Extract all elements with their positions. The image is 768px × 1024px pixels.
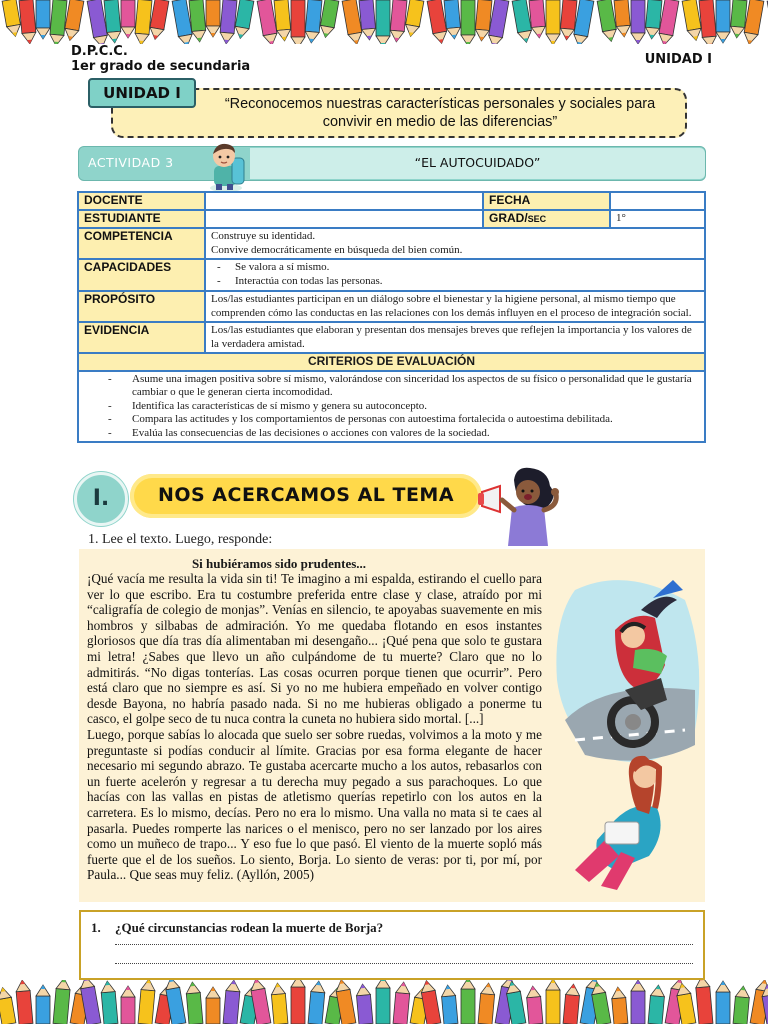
evidencia-label: EVIDENCIA bbox=[78, 322, 205, 353]
list-item: - Compara las actitudes y los comportamientos de personas con autoestima fortalecida o autoestima debilitada. bbox=[84, 413, 699, 427]
criterios-value bbox=[78, 371, 705, 443]
criterios-header: CRITERIOS DE EVALUACIÓN bbox=[78, 353, 705, 371]
unit-tag: UNIDAD I bbox=[88, 78, 196, 108]
info-table bbox=[77, 191, 706, 443]
proposito-label: PROPÓSITO bbox=[78, 291, 205, 322]
list-item: - Identifica las características de sí mismo y genera su autoconcepto. bbox=[84, 400, 699, 414]
grad-label-text: GRAD/ bbox=[489, 210, 528, 225]
grad-label-small: SEC bbox=[527, 213, 547, 224]
list-item: - Interactúa con todas las personas. bbox=[211, 275, 699, 289]
fecha-field[interactable] bbox=[610, 192, 705, 210]
pencil-border-bottom bbox=[0, 980, 768, 1024]
docente-field[interactable] bbox=[205, 192, 483, 210]
header-org: D.P.C.C. bbox=[71, 44, 128, 59]
reading-paragraph: Luego, porque sabías lo alocada que suelo ser sobre ruedas, volvimos a la moto y me preguntaste si podías conducir al límite. Gracias por esa forma elegante de hacer necesario mi segundo abrazo. Te gustaba acercarte mucho a los autos, rebasarlos con un fuerte acelerón y regresar a tu derecha muy pegado a sus parachoques. Lo que hacías con las vallas en pistas de atletismo querías repetirlo con los autos en la carretera. Es lo mismo, decías. Pero no era lo mismo. Una valla no mata si te caes al pasarla. Puedes romperte las narices o el menisco, pero no ser lanzado por los aires como un muñeco de trapo... Y eso fue lo que pasó. El viento de la muerte sopló más fuerte que el de los sueños. Lo siento, Borja. Lo siento de veras: por ti, por mí, por Paula... Que seas muy feliz. (Ayllón, 2005) bbox=[87, 726, 542, 883]
activity-label: ACTIVIDAD 3 bbox=[88, 155, 174, 170]
list-item: - Evalúa las consecuencias de las decisiones o acciones con valores de la sociedad. bbox=[84, 427, 699, 441]
list-item: - Se valora a sí mismo. bbox=[211, 261, 699, 275]
reading-text bbox=[87, 571, 542, 883]
answer-line[interactable] bbox=[115, 944, 693, 945]
estudiante-label: ESTUDIANTE bbox=[78, 210, 205, 229]
criterios-list bbox=[84, 373, 699, 441]
activity-title: “EL AUTOCUIDADO” bbox=[414, 155, 541, 170]
competencia-line: Construye su identidad. bbox=[211, 230, 316, 242]
grad-label bbox=[483, 210, 610, 229]
pencils-bottom-icon bbox=[0, 980, 768, 1024]
answer-line[interactable] bbox=[115, 963, 693, 964]
student-character-icon bbox=[202, 138, 254, 194]
competencia-value bbox=[205, 228, 705, 259]
section-title: NOS ACERCAMOS AL TEMA bbox=[157, 484, 455, 506]
header-grade: 1er grado de secundaria bbox=[71, 59, 251, 74]
reading-paragraph: ¡Qué vacía me resulta la vida sin ti! Te imagino a mi espalda, estirando el cuello para ver lo que escribo. Era tu costumbre preferida entre clase y clase, atraído por mi “caligrafía de colegio de monjas”. Venías en silencio, te apoyabas suavemente en mis hombros y silbabas de admiración. Yo me quedaba flotando en esos instantes gloriosos que día tras día alimentaban mi desengaño... ¡Qué pena que solo te gustara mi letra! ¿Sabes que llevo un año culpándome de tu muerte? Claro que no lo admitirás. “No digas tonterías. Las cosas ocurren porque tienen que ocurrir”. Pero está claro que no siempre es así. Si yo no me hubiera empeñado en volver contigo desde Bayona, no habría pasado nada. Si no me hubieras obligado a ponerme tu casco, el golpe seco de tu nuca contra la cuneta no hubiera sido mortal. [...] bbox=[87, 571, 542, 727]
section-number: I. bbox=[74, 472, 128, 526]
girl-megaphone-icon bbox=[478, 466, 570, 548]
question-number: 1. bbox=[91, 920, 101, 935]
competencia-label: COMPETENCIA bbox=[78, 228, 205, 259]
proposito-value: Los/las estudiantes participan en un diálogo sobre el bienestar y la higiene personal, al mismo tiempo que comprenden cómo las conductas en las relaciones con los demás influyen en el proceso de integración social. bbox=[205, 291, 705, 322]
fecha-label: FECHA bbox=[483, 192, 610, 210]
header-left bbox=[71, 44, 250, 74]
list-item: - Asume una imagen positiva sobre sí mismo, valorándose con sinceridad los aspectos de su físico o personalidad que le gustaría cambiar o que le generan cierta incomodidad. bbox=[84, 373, 699, 400]
evidencia-value: Los/las estudiantes que elaboran y presentan dos mensajes breves que reflejen la importancia y los valores de la verdadera amistad. bbox=[205, 322, 705, 353]
grad-field[interactable]: 1° bbox=[610, 210, 705, 229]
question-text: ¿Qué circunstancias rodean la muerte de Borja? bbox=[115, 920, 384, 935]
capacidades-value bbox=[205, 259, 705, 291]
instruction-text: 1. Lee el texto. Luego, responde: bbox=[88, 532, 273, 547]
pencil-border-top bbox=[0, 0, 768, 44]
unit-quote: “Reconocemos nuestras características personales y sociales para convivir en medio de las diferencias” bbox=[224, 96, 656, 130]
header-unit: UNIDAD I bbox=[644, 52, 712, 67]
pencils-top-icon bbox=[0, 0, 768, 44]
competencia-line: Convive democráticamente en búsqueda del bien común. bbox=[211, 243, 463, 256]
docente-label: DOCENTE bbox=[78, 192, 205, 210]
capacidades-list bbox=[211, 261, 699, 288]
motorcycle-illustration-icon bbox=[545, 570, 705, 895]
estudiante-field[interactable] bbox=[205, 210, 483, 229]
reading-title: Si hubiéramos sido prudentes... bbox=[191, 556, 367, 571]
capacidades-label: CAPACIDADES bbox=[78, 259, 205, 291]
